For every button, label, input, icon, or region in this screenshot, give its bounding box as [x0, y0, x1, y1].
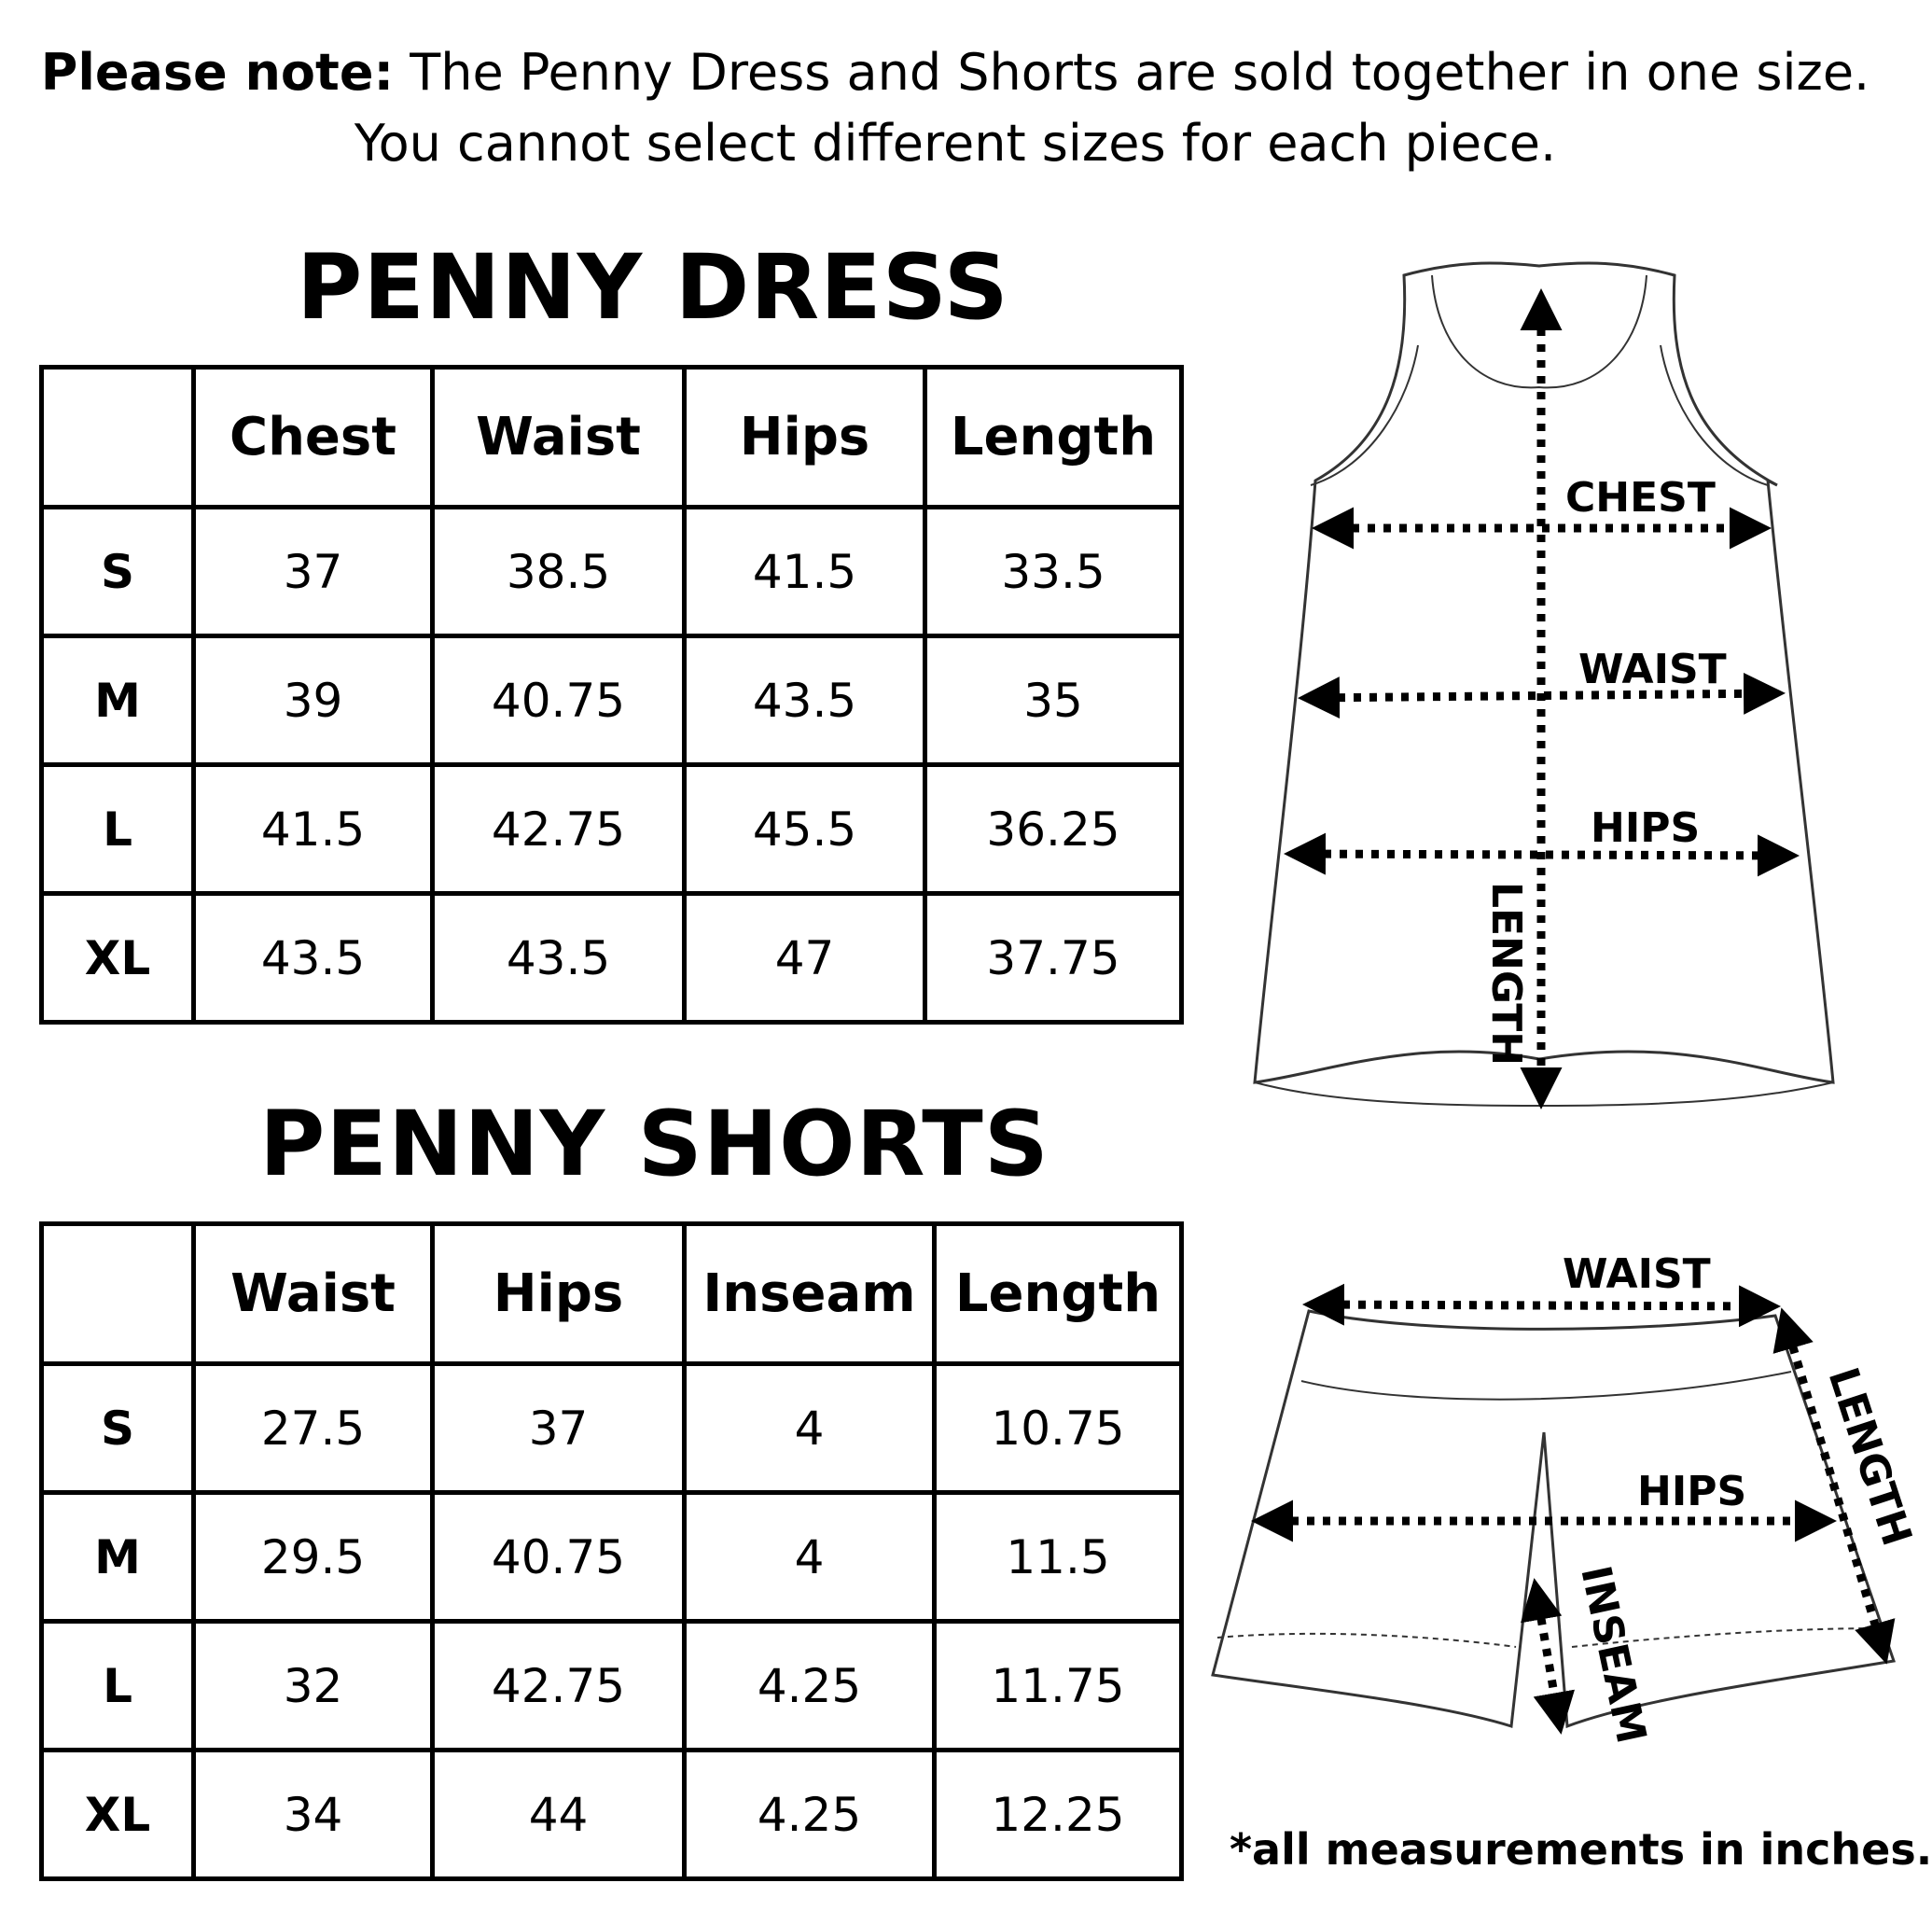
dress-row-s [42, 508, 1182, 636]
shorts-row-l [42, 1622, 1182, 1751]
waist-value: 42.75 [433, 765, 685, 894]
dress-hips-label: HIPS [1591, 804, 1701, 852]
chest-value: 37 [194, 508, 433, 636]
inseam-value: 4 [685, 1493, 935, 1622]
waist-value: 29.5 [194, 1493, 433, 1622]
size-label: L [42, 1622, 194, 1751]
dress-length-label: LENGTH [1482, 882, 1530, 1067]
dress-header-length: Length [925, 368, 1182, 508]
inseam-value: 4 [685, 1364, 935, 1493]
shorts-inseam-label: INSEAM [1571, 1561, 1656, 1748]
length-value: 36.25 [925, 765, 1182, 894]
dress-header-row [42, 368, 1182, 508]
hips-value: 42.75 [433, 1622, 685, 1751]
length-value: 11.75 [935, 1622, 1182, 1751]
shorts-header-waist: Waist [194, 1224, 433, 1364]
hips-value: 41.5 [685, 508, 925, 636]
inseam-arrow [1536, 1586, 1560, 1726]
length-value: 11.5 [935, 1493, 1182, 1622]
shorts-outline [1213, 1311, 1894, 1726]
dress-header-chest: Chest [194, 368, 433, 508]
measurement-footnote: *all measurements in inches. [1230, 1824, 1932, 1875]
length-value: 33.5 [925, 508, 1182, 636]
length-value: 37.75 [925, 894, 1182, 1023]
shorts-length-label: LENGTH [1818, 1361, 1921, 1552]
waist-arrow [1311, 1304, 1772, 1306]
dress-measure-lines [1292, 297, 1791, 1101]
shorts-measure-lines [1259, 1304, 1884, 1726]
waist-value: 38.5 [433, 508, 685, 636]
size-label: M [42, 636, 194, 765]
shorts-header-hips: Hips [433, 1224, 685, 1364]
size-label: XL [42, 1751, 194, 1879]
shorts-waist-label: WAIST [1563, 1250, 1711, 1298]
dress-row-m [42, 636, 1182, 765]
inseam-value: 4.25 [685, 1622, 935, 1751]
dress-title: PENNY DRESS [297, 235, 1009, 340]
size-label: S [42, 1364, 194, 1493]
size-label: XL [42, 894, 194, 1023]
chest-value: 43.5 [194, 894, 433, 1023]
note-text-1: The Penny Dress and Shorts are sold together in one size. [410, 43, 1870, 102]
hips-value: 37 [433, 1364, 685, 1493]
shorts-row-m [42, 1493, 1182, 1622]
dress-chest-label: CHEST [1565, 474, 1716, 522]
shorts-header-row [42, 1224, 1182, 1364]
dress-row-xl [42, 894, 1182, 1023]
shorts-row-xl [42, 1751, 1182, 1879]
shorts-measurement-diagram [1203, 1241, 1921, 1764]
dress-header-blank [42, 368, 194, 508]
shorts-header-blank [42, 1224, 194, 1364]
inseam-value: 4.25 [685, 1751, 935, 1879]
dress-size-table [39, 365, 1184, 1025]
hips-value: 40.75 [433, 1493, 685, 1622]
hips-value: 45.5 [685, 765, 925, 894]
shorts-row-s [42, 1364, 1182, 1493]
dress-header-waist: Waist [433, 368, 685, 508]
shorts-title: PENNY SHORTS [259, 1092, 1049, 1196]
size-label: L [42, 765, 194, 894]
shorts-hips-label: HIPS [1637, 1468, 1747, 1515]
chest-value: 41.5 [194, 765, 433, 894]
chest-value: 39 [194, 636, 433, 765]
hips-value: 43.5 [685, 636, 925, 765]
dress-header-hips: Hips [685, 368, 925, 508]
waist-value: 34 [194, 1751, 433, 1879]
length-value: 10.75 [935, 1364, 1182, 1493]
note-line-1 [0, 37, 1911, 108]
waist-value: 43.5 [433, 894, 685, 1023]
note-line-2: You cannot select different sizes for each piece. [354, 114, 1557, 173]
dress-row-l [42, 765, 1182, 894]
shorts-header-length: Length [935, 1224, 1182, 1364]
waist-value: 32 [194, 1622, 433, 1751]
length-value: 35 [925, 636, 1182, 765]
length-value: 12.25 [935, 1751, 1182, 1879]
size-note [0, 37, 1911, 179]
note-label: Please note: [40, 43, 395, 102]
dress-waist-label: WAIST [1578, 646, 1727, 693]
size-label: M [42, 1493, 194, 1622]
waist-value: 40.75 [433, 636, 685, 765]
waist-value: 27.5 [194, 1364, 433, 1493]
hips-value: 47 [685, 894, 925, 1023]
shorts-size-table [39, 1221, 1184, 1881]
dress-measurement-diagram [1241, 252, 1819, 1129]
shorts-header-inseam: Inseam [685, 1224, 935, 1364]
hips-value: 44 [433, 1751, 685, 1879]
size-label: S [42, 508, 194, 636]
